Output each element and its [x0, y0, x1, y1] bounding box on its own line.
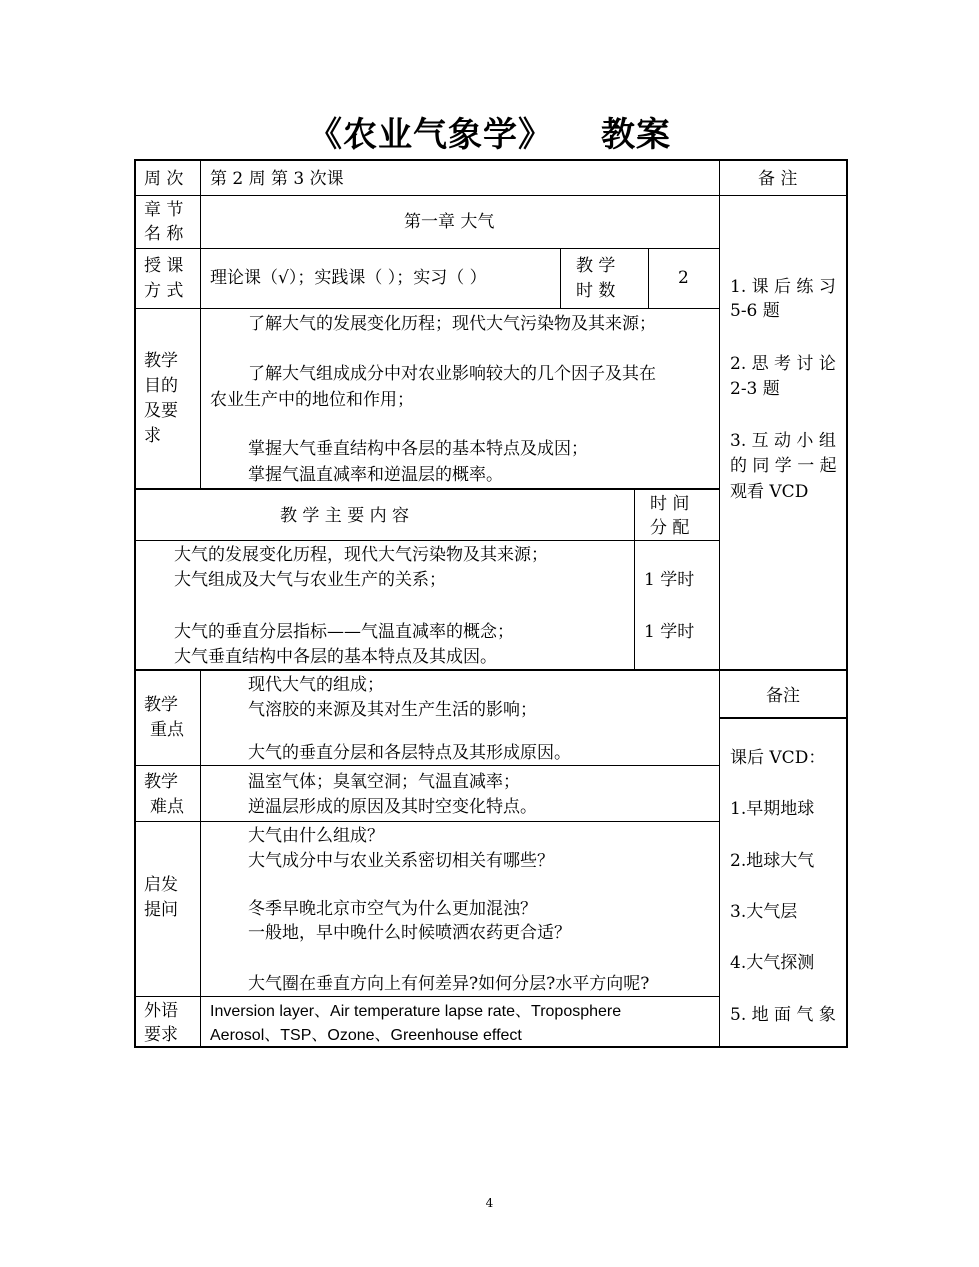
question-label-line2: 提问 [144, 900, 178, 920]
remark-vcd-line: 2.地球大气 [730, 851, 815, 871]
remark-vcd-line: 3.大气层 [730, 902, 798, 922]
goals-label-4: 求 [144, 426, 161, 446]
content-item: 大气垂直结构中各层的基本特点及其成因。 [174, 647, 497, 667]
remark-line: 2-3 题 [730, 379, 780, 399]
remark-line: 2. 思 考 讨 论 [730, 354, 836, 374]
key-label-line1: 教学 [144, 695, 178, 715]
hours-label-line1: 教 学 [576, 256, 616, 276]
question-item: 大气圈在垂直方向上有何差异?如何分层?水平方向呢? [248, 974, 650, 994]
goal-item: 了解大气的发展变化历程；现代大气污染物及其来源； [248, 314, 656, 334]
lang-label-line1: 外语 [144, 1001, 178, 1021]
key-point: 气溶胶的来源及其对生产生活的影响； [248, 700, 537, 720]
difficulty-item: 温室气体；臭氧空洞；气温直减率； [248, 772, 520, 792]
lang-label-line2: 要求 [144, 1025, 178, 1045]
remark-vcd-line: 5. 地 面 气 象 [730, 1005, 836, 1025]
remark-vcd-line: 1.早期地球 [730, 799, 815, 819]
document-title [0, 115, 979, 155]
diff-label-line2: 难点 [150, 797, 184, 817]
time-allocation-1: 1 学时 [644, 570, 695, 590]
chapter-value: 第一章 大气 [404, 212, 495, 232]
method-value: 理论课（√）；实践课（ ）；实习（ ） [210, 268, 487, 288]
goals-label-2: 目的 [144, 376, 178, 396]
method-label-line2: 方 式 [144, 281, 184, 301]
time-header-line2: 分 配 [650, 518, 690, 538]
remark-line: 5-6 题 [730, 301, 780, 321]
hours-label-line2: 时 数 [576, 281, 616, 301]
content-header: 教 学 主 要 内 容 [280, 506, 410, 526]
lang-terms-line2: Aerosol、TSP、Ozone、Greenhouse effect [210, 1027, 522, 1044]
difficulty-item: 逆温层形成的原因及其时空变化特点。 [248, 797, 537, 817]
goals-label-3: 及要 [144, 401, 178, 421]
goals-label-1: 教学 [144, 351, 178, 371]
title-main: 《农业气象学》 [308, 115, 553, 155]
remarks-header: 备 注 [758, 169, 798, 189]
remark-line: 1. 课 后 练 习 [730, 277, 836, 297]
content-item: 大气的发展变化历程，现代大气污染物及其来源； [174, 545, 548, 565]
remark-line: 的 同 学 一 起 [730, 456, 837, 476]
key-point: 现代大气的组成； [248, 675, 384, 695]
remark-vcd-line: 4.大气探测 [730, 953, 815, 973]
time-allocation-2: 1 学时 [644, 622, 695, 642]
question-item: 一般地，早中晚什么时候喷洒农药更合适？ [248, 923, 571, 943]
diff-label-line1: 教学 [144, 772, 178, 792]
key-label-line2: 重点 [150, 720, 184, 740]
method-label-line1: 授 课 [144, 256, 184, 276]
remark-line: 3. 互 动 小 组 [730, 431, 836, 451]
time-header-line1: 时 间 [650, 494, 690, 514]
remark-vcd-line: 课后 VCD： [730, 748, 826, 768]
goal-item: 了解大气组成成分中对农业影响较大的几个因子及其在 [248, 364, 656, 384]
question-item: 冬季早晚北京市空气为什么更加混浊？ [248, 899, 537, 919]
remark-line: 观看 VCD [730, 482, 809, 502]
content-item: 大气的垂直分层指标——气温直减率的概念； [174, 622, 514, 642]
goal-item: 掌握大气垂直结构中各层的基本特点及成因； [248, 439, 588, 459]
title-suffix: 教案 [601, 115, 671, 155]
question-item: 大气由什么组成？ [248, 826, 384, 846]
week-label: 周 次 [144, 169, 184, 189]
content-item: 大气组成及大气与农业生产的关系； [174, 570, 446, 590]
goal-item: 农业生产中的地位和作用； [210, 390, 414, 410]
goal-item: 掌握气温直减率和逆温层的概率。 [248, 465, 503, 485]
question-item: 大气成分中与农业关系密切相关有哪些？ [248, 851, 554, 871]
question-label-line1: 启发 [144, 875, 178, 895]
hours-value: 2 [678, 268, 689, 288]
remarks-bottom-header: 备注 [766, 686, 800, 706]
lang-terms-line1: Inversion layer、Air temperature lapse rate、Troposphere [210, 1003, 622, 1020]
week-value: 第 2 周 第 3 次课 [210, 169, 344, 189]
key-point: 大气的垂直分层和各层特点及其形成原因。 [248, 743, 571, 763]
page-number: 4 [485, 1196, 494, 1210]
chapter-label-line1: 章 节 [144, 200, 184, 220]
chapter-label-line2: 名 称 [144, 224, 184, 244]
